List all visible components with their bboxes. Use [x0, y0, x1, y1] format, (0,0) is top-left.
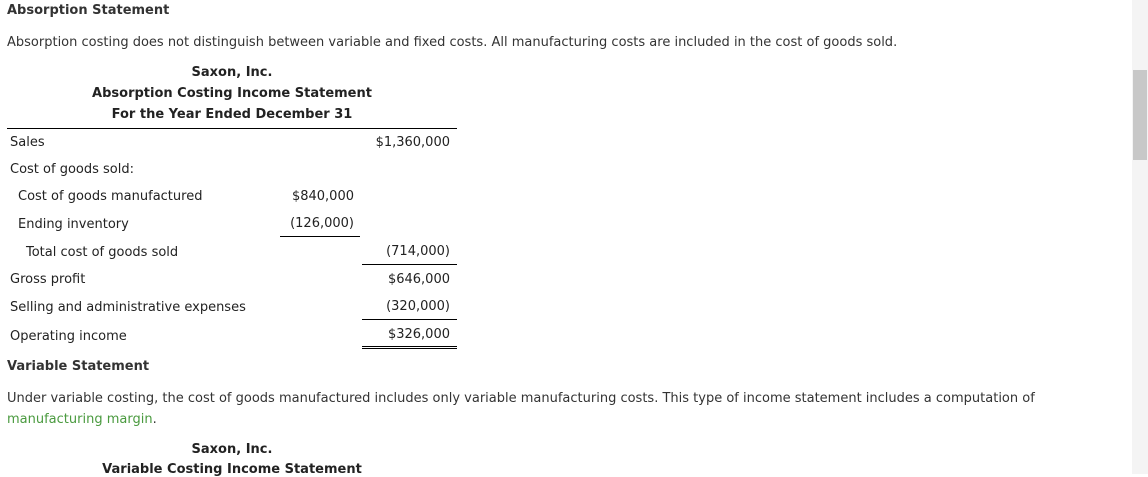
absorption-statement-period: For the Year Ended December 31: [111, 107, 353, 122]
sales-label: Sales: [10, 135, 45, 150]
absorption-section-title: Absorption Statement: [7, 3, 170, 18]
selling-admin-rule: [362, 319, 457, 320]
operating-income-double-rule: [362, 346, 457, 349]
cogm-value: $840,000: [291, 189, 354, 204]
cogm-label: Cost of goods manufactured: [18, 189, 203, 204]
gross-profit-label: Gross profit: [10, 272, 86, 287]
total-cogs-label: Total cost of goods sold: [26, 245, 179, 260]
ending-inventory-label: Ending inventory: [18, 217, 129, 232]
variable-company-name: Saxon, Inc.: [191, 442, 273, 457]
scrollbar-thumb[interactable]: [1133, 70, 1147, 160]
gross-profit-value: $646,000: [387, 272, 450, 287]
absorption-description: Absorption costing does not distinguish between variable and fixed costs. All manufacturing costs are included in the cost of goods sold.: [7, 35, 898, 50]
ending-inventory-value: (126,000): [290, 216, 354, 231]
variable-section-title: Variable Statement: [7, 359, 150, 374]
variable-description: [7, 388, 1107, 430]
total-cogs-value: (714,000): [386, 244, 450, 259]
subtotal-rule: [280, 236, 360, 237]
variable-description-end: .: [152, 412, 157, 427]
total-cogs-rule: [362, 264, 457, 265]
operating-income-label: Operating income: [10, 329, 127, 344]
selling-admin-label: Selling and administrative expenses: [10, 300, 246, 315]
absorption-statement-title: Absorption Costing Income Statement: [92, 86, 372, 101]
cogs-header-label: Cost of goods sold:: [10, 162, 134, 177]
manufacturing-margin-link[interactable]: manufacturing margin: [7, 412, 153, 427]
sales-value: $1,360,000: [375, 135, 450, 150]
variable-statement-title: Variable Costing Income Statement: [102, 462, 362, 477]
variable-description-text: Under variable costing, the cost of goods manufactured includes only variable manufacturing costs. This type of income statement includes a computation of: [7, 391, 1035, 406]
selling-admin-value: (320,000): [386, 299, 450, 314]
operating-income-value: $326,000: [387, 327, 450, 342]
vertical-scrollbar[interactable]: [1132, 0, 1148, 474]
header-rule: [7, 128, 457, 129]
absorption-company-name: Saxon, Inc.: [191, 65, 273, 80]
